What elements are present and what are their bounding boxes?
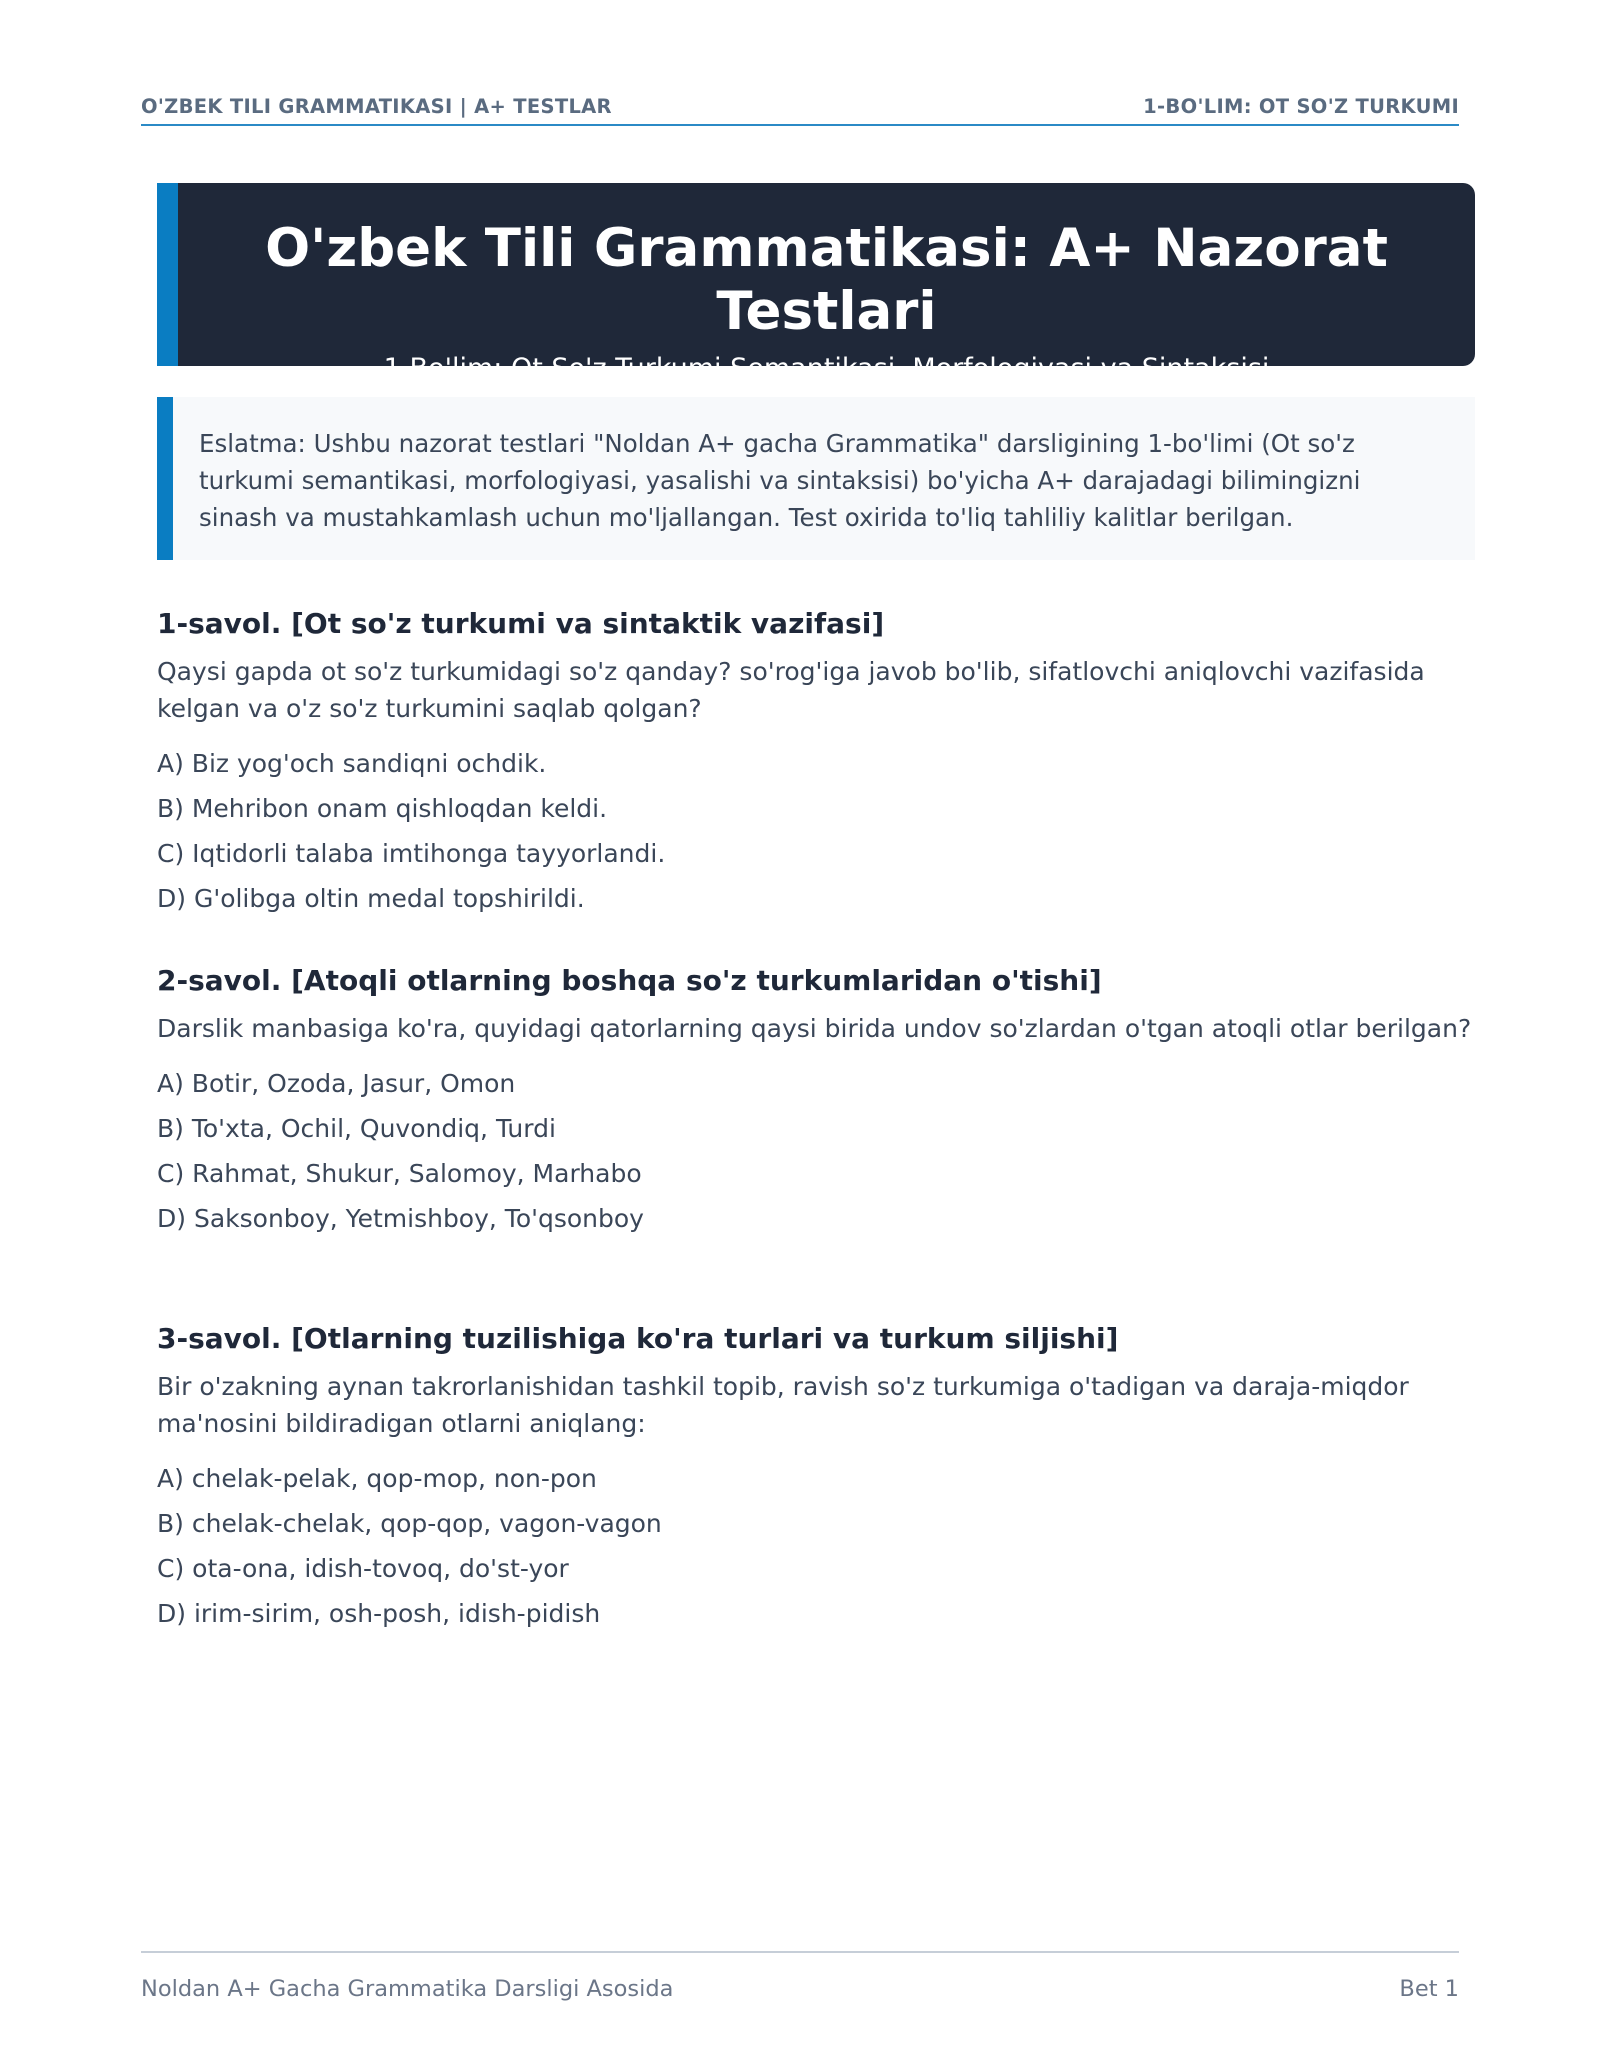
option-a: A) Biz yog'och sandiqni ochdik. [157, 749, 547, 778]
option-a: A) Botir, Ozoda, Jasur, Omon [157, 1069, 516, 1098]
note-text: Eslatma: Ushbu nazorat testlari "Noldan A+ gacha Grammatika" darsligining 1-bo'limi (Ot so'z turkumi semantikasi, morfologiyasi, yasalishi va sintaksisi) bo'yicha A+ darajadagi bilimingizni sinash va mustahkamlash uchun mo'ljallangan. Test oxirida to'liq tahliliy kalitlar berilgan. [199, 429, 1361, 532]
option-d: D) Saksonboy, Yetmishboy, To'qsonboy [157, 1204, 644, 1233]
header-title: O'ZBEK TILI GRAMMATIKASI | A+ TESTLAR [141, 95, 612, 118]
question-title: 2-savol. [Atoqli otlarning boshqa so'z turkumlaridan o'tishi] [157, 964, 1102, 997]
title-banner [157, 183, 1475, 384]
page-footer [141, 1951, 1459, 2002]
page-title: O'zbek Tili Grammatikasi: A+ Nazorat Testlari [265, 218, 1388, 342]
option-c: C) Iqtidorli talaba imtihonga tayyorlandi. [157, 839, 666, 868]
question-text: Bir o'zakning aynan takrorlanishidan tashkil topib, ravish so'z turkumiga o'tadigan va daraja-miqdor ma'nosini bildiradigan otlarni aniqlang: [157, 1372, 1409, 1438]
answer-options [157, 1456, 1475, 1636]
question-text: Darslik manbasiga ko'ra, quyidagi qatorlarning qaysi birida undov so'zlardan o'tgan atoqli otlar berilgan? [157, 1014, 1472, 1043]
question-title: 1-savol. [Ot so'z turkumi va sintaktik vazifasi] [157, 607, 885, 640]
question-3 [157, 1322, 1475, 1636]
option-a: A) chelak-pelak, qop-mop, non-pon [157, 1464, 597, 1493]
question-title: 3-savol. [Otlarning tuzilishiga ko'ra turlari va turkum siljishi] [157, 1322, 1119, 1355]
option-c: C) ota-ona, idish-tovoq, do'st-yor [157, 1554, 569, 1583]
page-header [141, 92, 1459, 126]
header-section: 1-BO'LIM: OT SO'Z TURKUMI [1143, 95, 1459, 118]
footer-source: Noldan A+ Gacha Grammatika Darsligi Asosida [141, 1976, 674, 2002]
option-b: B) chelak-chelak, qop-qop, vagon-vagon [157, 1509, 662, 1538]
answer-options [157, 1061, 1475, 1241]
option-b: B) To'xta, Ochil, Quvondiq, Turdi [157, 1114, 556, 1143]
option-b: B) Mehribon onam qishloqdan keldi. [157, 794, 608, 823]
option-c: C) Rahmat, Shukur, Salomoy, Marhabo [157, 1159, 642, 1188]
page-subtitle: 1-Bo'lim: Ot So'z Turkumi Semantikasi, Morfologiyasi va Sintaksisi [383, 353, 1270, 384]
page-number: Bet 1 [1399, 1976, 1459, 2002]
answer-options [157, 741, 1475, 921]
question-1 [157, 607, 1475, 921]
question-text: Qaysi gapda ot so'z turkumidagi so'z qanday? so'rog'iga javob bo'lib, sifatlovchi aniqlovchi vazifasida kelgan va o'z so'z turkumini saqlab qolgan? [157, 657, 1425, 723]
note-box [157, 397, 1475, 560]
question-2 [157, 964, 1475, 1241]
option-d: D) G'olibga oltin medal topshirildi. [157, 884, 585, 913]
option-d: D) irim-sirim, osh-posh, idish-pidish [157, 1599, 601, 1628]
